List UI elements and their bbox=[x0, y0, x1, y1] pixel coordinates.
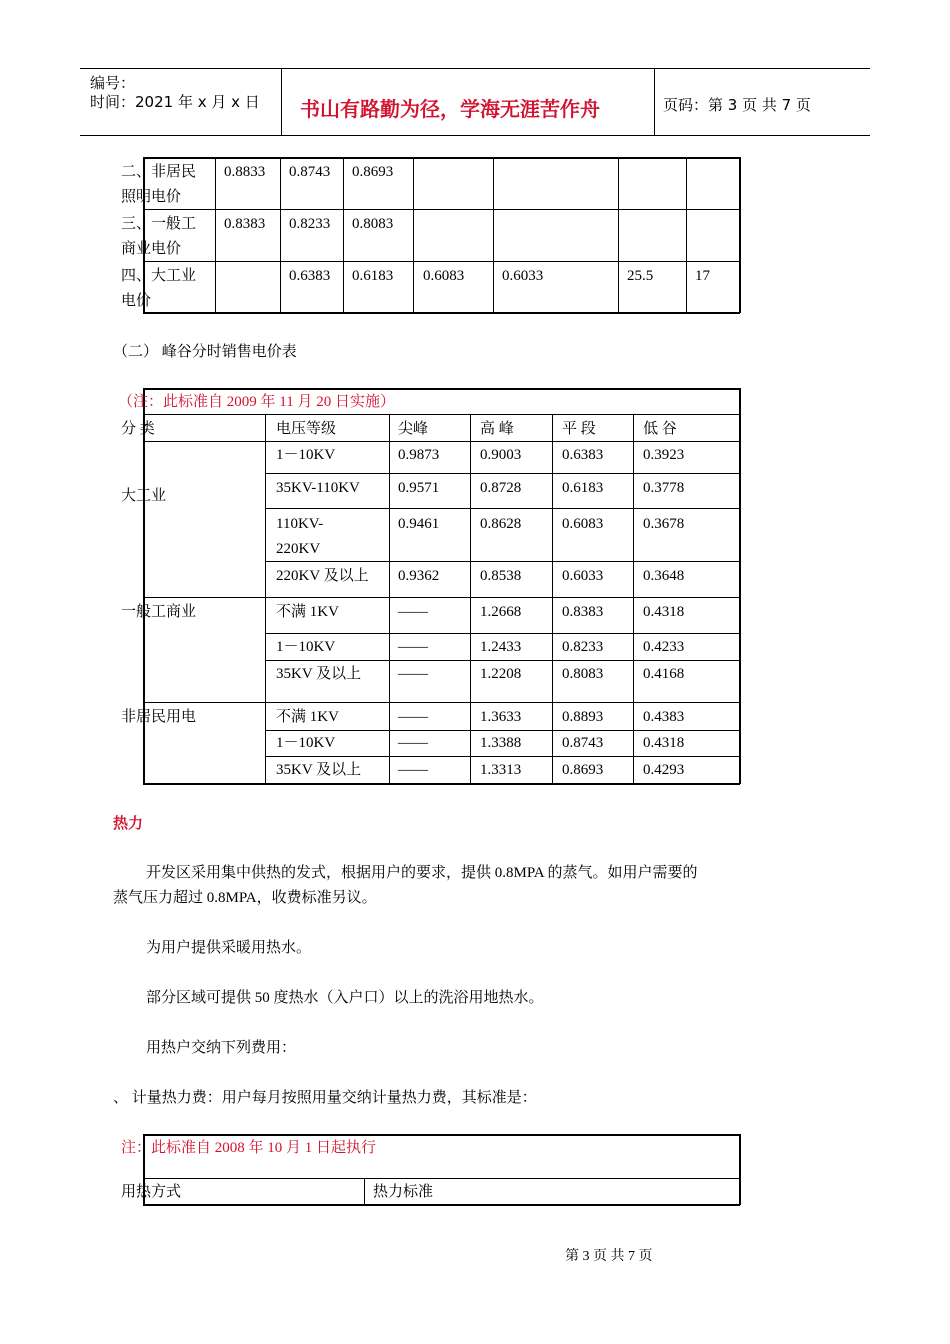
table-cell: —— bbox=[398, 735, 428, 751]
table-row-label: 照明电价 bbox=[121, 189, 182, 205]
table-cell: 1.3388 bbox=[480, 735, 522, 751]
table-cell: 1.3313 bbox=[480, 762, 522, 778]
table-row-label: 电价 bbox=[121, 293, 152, 309]
section-heading-heat: 热力 bbox=[113, 814, 144, 832]
table-row-label: 四、大工业 bbox=[121, 268, 197, 284]
table-cell: 0.4233 bbox=[643, 639, 685, 655]
column-header: 尖峰 bbox=[398, 421, 429, 437]
table-cell: 220KV 及以上 bbox=[276, 568, 369, 584]
header-time-label: 时间：2021 年 x 月 x 日 bbox=[90, 93, 260, 111]
column-header: 用热方式 bbox=[121, 1184, 182, 1200]
group-label: 非居民用电 bbox=[121, 709, 197, 725]
table-note: （注：此标准自 2009 年 11 月 20 日实施） bbox=[118, 394, 395, 410]
table-cell: —— bbox=[398, 709, 428, 725]
table-cell: 110KV- bbox=[276, 516, 324, 532]
table-cell: 25.5 bbox=[627, 268, 654, 284]
table-cell: 1－10KV bbox=[276, 735, 336, 751]
table-cell: 0.6383 bbox=[289, 268, 331, 284]
section-title: （二） 峰谷分时销售电价表 bbox=[113, 344, 297, 360]
header-motto: 书山有路勤为径，学海无涯苦作舟 bbox=[300, 97, 600, 121]
table-cell: 1－10KV bbox=[276, 639, 336, 655]
table-cell: 0.8693 bbox=[562, 762, 604, 778]
column-header: 热力标准 bbox=[373, 1184, 434, 1200]
table-cell: 0.8083 bbox=[352, 216, 394, 232]
table-cell: 1.2668 bbox=[480, 604, 522, 620]
table-cell: 0.8693 bbox=[352, 164, 394, 180]
group-label: 大工业 bbox=[121, 488, 167, 504]
table-cell: —— bbox=[398, 762, 428, 778]
table-note: 注：此标准自 2008 年 10 月 1 日起执行 bbox=[121, 1140, 377, 1156]
table-cell: 1－10KV bbox=[276, 447, 336, 463]
table-cell: 0.8383 bbox=[562, 604, 604, 620]
table-cell: 35KV 及以上 bbox=[276, 666, 362, 682]
table-cell: 不满 1KV bbox=[276, 709, 339, 725]
table-cell: 0.9873 bbox=[398, 447, 440, 463]
table-cell: 35KV 及以上 bbox=[276, 762, 362, 778]
table-cell: —— bbox=[398, 639, 428, 655]
paragraph: 开发区采用集中供热的发式，根据用户的要求，提供 0.8MPA 的蒸气。如用户需要的 bbox=[146, 865, 698, 881]
header-page-label: 页码：第 3 页 共 7 页 bbox=[663, 96, 811, 114]
header-bottom-rule bbox=[80, 135, 870, 136]
table-cell: 0.9003 bbox=[480, 447, 522, 463]
table-cell: 220KV bbox=[276, 541, 321, 557]
table-cell: —— bbox=[398, 666, 428, 682]
paragraph: 部分区域可提供 50 度热水（入户口）以上的洗浴用地热水。 bbox=[146, 990, 544, 1006]
page-footer: 第 3 页 共 7 页 bbox=[565, 1249, 653, 1264]
table-cell: 0.8083 bbox=[562, 666, 604, 682]
table-cell: —— bbox=[398, 604, 428, 620]
table-cell: 0.8383 bbox=[224, 216, 266, 232]
table-cell: 0.8233 bbox=[562, 639, 604, 655]
table-cell: 0.4318 bbox=[643, 735, 685, 751]
table-cell: 0.8538 bbox=[480, 568, 522, 584]
table-cell: 0.9362 bbox=[398, 568, 440, 584]
table-cell: 0.4168 bbox=[643, 666, 685, 682]
header-divider-right bbox=[654, 68, 655, 135]
table-cell: 0.6383 bbox=[562, 447, 604, 463]
table-cell: 0.8743 bbox=[289, 164, 331, 180]
table-cell: 35KV-110KV bbox=[276, 480, 360, 496]
table-cell: 不满 1KV bbox=[276, 604, 339, 620]
column-header: 电压等级 bbox=[276, 421, 337, 437]
column-header: 低 谷 bbox=[643, 421, 677, 437]
column-header: 平 段 bbox=[562, 421, 596, 437]
paragraph: 用热户交纳下列费用： bbox=[146, 1040, 297, 1056]
group-label: 一般工商业 bbox=[121, 604, 197, 620]
table-cell: 1.2208 bbox=[480, 666, 522, 682]
table-cell: 0.4293 bbox=[643, 762, 685, 778]
table-cell: 0.8628 bbox=[480, 516, 522, 532]
table-row-label: 二、非居民 bbox=[121, 164, 197, 180]
table-cell: 0.4383 bbox=[643, 709, 685, 725]
paragraph: 、 计量热力费：用户每月按照用量交纳计量热力费，其标准是： bbox=[113, 1090, 537, 1106]
table-cell: 0.6033 bbox=[502, 268, 544, 284]
table-cell: 0.6183 bbox=[352, 268, 394, 284]
table-cell: 0.8893 bbox=[562, 709, 604, 725]
table-cell: 0.8833 bbox=[224, 164, 266, 180]
paragraph: 为用户提供采暖用热水。 bbox=[146, 940, 312, 956]
table-cell: 0.6033 bbox=[562, 568, 604, 584]
table-cell: 0.3778 bbox=[643, 480, 685, 496]
table-cell: 0.9461 bbox=[398, 516, 440, 532]
table-row-label: 三、一般工 bbox=[121, 216, 197, 232]
table-cell: 0.3678 bbox=[643, 516, 685, 532]
table-cell: 0.6083 bbox=[423, 268, 465, 284]
table-cell: 0.3923 bbox=[643, 447, 685, 463]
column-header: 高 峰 bbox=[480, 421, 514, 437]
table-cell: 0.3648 bbox=[643, 568, 685, 584]
table-cell: 1.2433 bbox=[480, 639, 522, 655]
table-cell: 0.8233 bbox=[289, 216, 331, 232]
header-divider-left bbox=[281, 68, 282, 135]
table-row-label: 商业电价 bbox=[121, 241, 182, 257]
table-cell: 0.4318 bbox=[643, 604, 685, 620]
table-cell: 0.6183 bbox=[562, 480, 604, 496]
column-header: 分 类 bbox=[121, 421, 155, 437]
paragraph: 蒸气压力超过 0.8MPA，收费标准另议。 bbox=[113, 890, 377, 906]
header-number-label: 编号： bbox=[90, 74, 136, 92]
table-cell: 0.8743 bbox=[562, 735, 604, 751]
table-cell: 1.3633 bbox=[480, 709, 522, 725]
header-top-rule bbox=[80, 68, 870, 69]
table-cell: 0.8728 bbox=[480, 480, 522, 496]
table-cell: 17 bbox=[695, 268, 710, 284]
table-cell: 0.6083 bbox=[562, 516, 604, 532]
table-cell: 0.9571 bbox=[398, 480, 440, 496]
